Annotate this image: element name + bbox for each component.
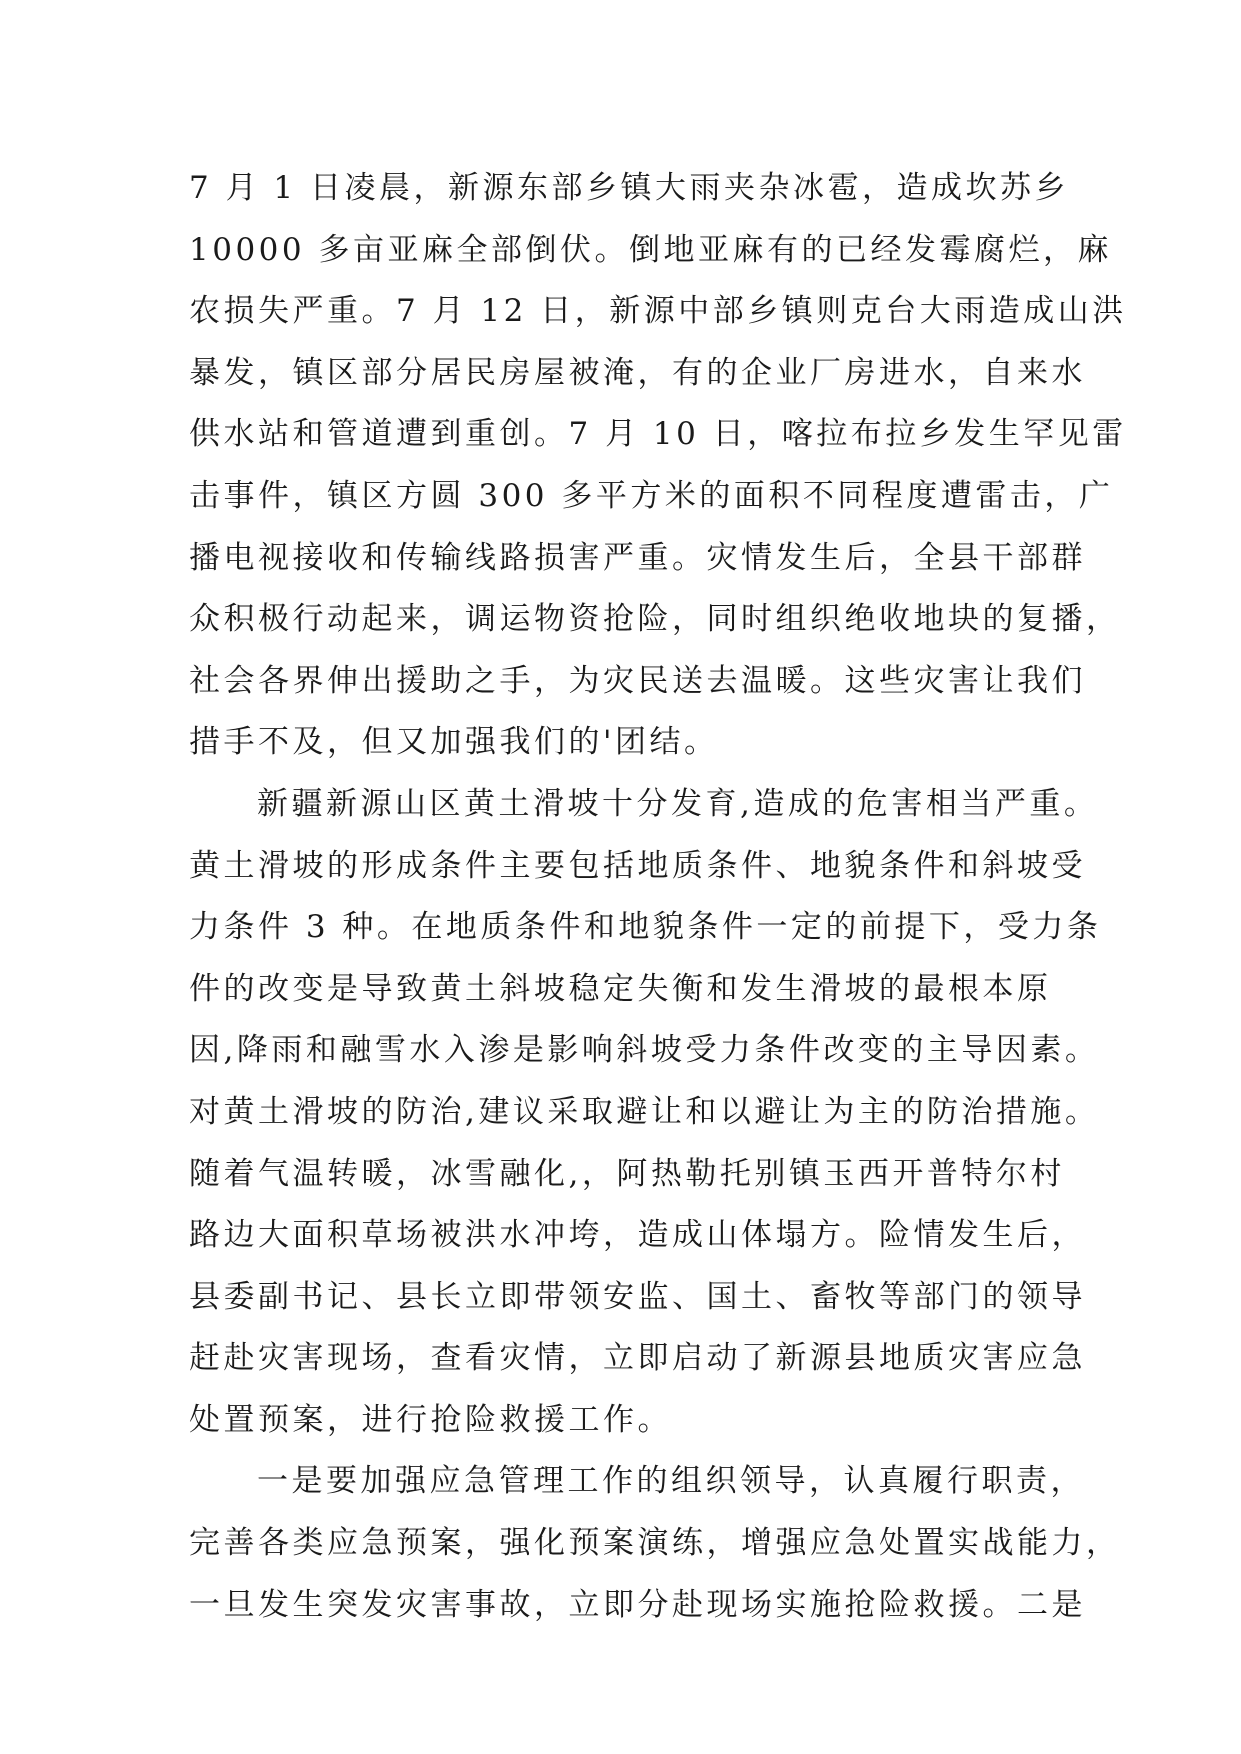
paragraph-1-line: 击事件，镇区方圆 300 多平方米的面积不同程度遭雷击，广: [189, 477, 1114, 514]
paragraph-1-line: 供水站和管道遭到重创。7 月 10 日，喀拉布拉乡发生罕见雷: [189, 416, 1127, 453]
paragraph-1-line: 播电视接收和传输线路损害严重。灾情发生后，全县干部群: [189, 539, 1086, 576]
paragraph-3-line: 一是要加强应急管理工作的组织领导，认真履行职责，: [257, 1463, 1085, 1500]
paragraph-1: [189, 158, 1127, 774]
paragraph-1-line: 暴发，镇区部分居民房屋被淹，有的企业厂房进水，自来水: [189, 354, 1086, 391]
paragraph-2-line: 赶赴灾害现场，查看灾情，立即启动了新源县地质灾害应急: [189, 1340, 1086, 1377]
paragraph-1-line: 众积极行动起来，调运物资抢险，同时组织绝收地块的复播，: [189, 601, 1121, 638]
paragraph-2-line: 对黄土滑坡的防治,建议采取避让和以避让为主的防治措施。: [189, 1093, 1100, 1130]
paragraph-2-line: 随着气温转暖，冰雪融化,，阿热勒托别镇玉西开普特尔村: [189, 1155, 1065, 1192]
paragraph-1-line: 社会各界伸出援助之手，为灾民送去温暖。这些灾害让我们: [189, 662, 1086, 699]
paragraph-2-line: 路边大面积草场被洪水冲垮，造成山体塌方。险情发生后，: [189, 1217, 1086, 1254]
document-body: [189, 158, 1127, 1636]
paragraph-1-line: 措手不及，但又加强我们的'团结。: [189, 724, 719, 761]
paragraph-3-line: 完善各类应急预案，强化预案演练，增强应急处置实战能力，: [189, 1525, 1121, 1562]
paragraph-1-line: 10000 多亩亚麻全部倒伏。倒地亚麻有的已经发霉腐烂，麻: [189, 231, 1112, 268]
paragraph-2-line: 件的改变是导致黄土斜坡稳定失衡和发生滑坡的最根本原: [189, 970, 1052, 1007]
paragraph-1-line: 7 月 1 日凌晨，新源东部乡镇大雨夹杂冰雹，造成坎苏乡: [189, 170, 1070, 206]
paragraph-3: [189, 1451, 1121, 1636]
paragraph-1-line: 农损失严重。7 月 12 日，新源中部乡镇则克台大雨造成山洪: [189, 293, 1127, 330]
paragraph-2: [189, 774, 1102, 1452]
paragraph-2-line: 处置预案，进行抢险救援工作。: [189, 1401, 672, 1438]
paragraph-2-line: 因,降雨和融雪水入渗是影响斜坡受力条件改变的主导因素。: [189, 1032, 1100, 1069]
paragraph-2-line: 县委副书记、县长立即带领安监、国土、畜牧等部门的领导: [189, 1278, 1086, 1315]
paragraph-2-line: 黄土滑坡的形成条件主要包括地质条件、地貌条件和斜坡受: [189, 847, 1086, 884]
paragraph-2-line: 力条件 3 种。在地质条件和地貌条件一定的前提下，受力条: [189, 909, 1102, 946]
paragraph-3-line: 一旦发生突发灾害事故，立即分赴现场实施抢险救援。二是: [189, 1586, 1086, 1623]
paragraph-2-line: 新疆新源山区黄土滑坡十分发育,造成的危害相当严重。: [257, 785, 1099, 822]
